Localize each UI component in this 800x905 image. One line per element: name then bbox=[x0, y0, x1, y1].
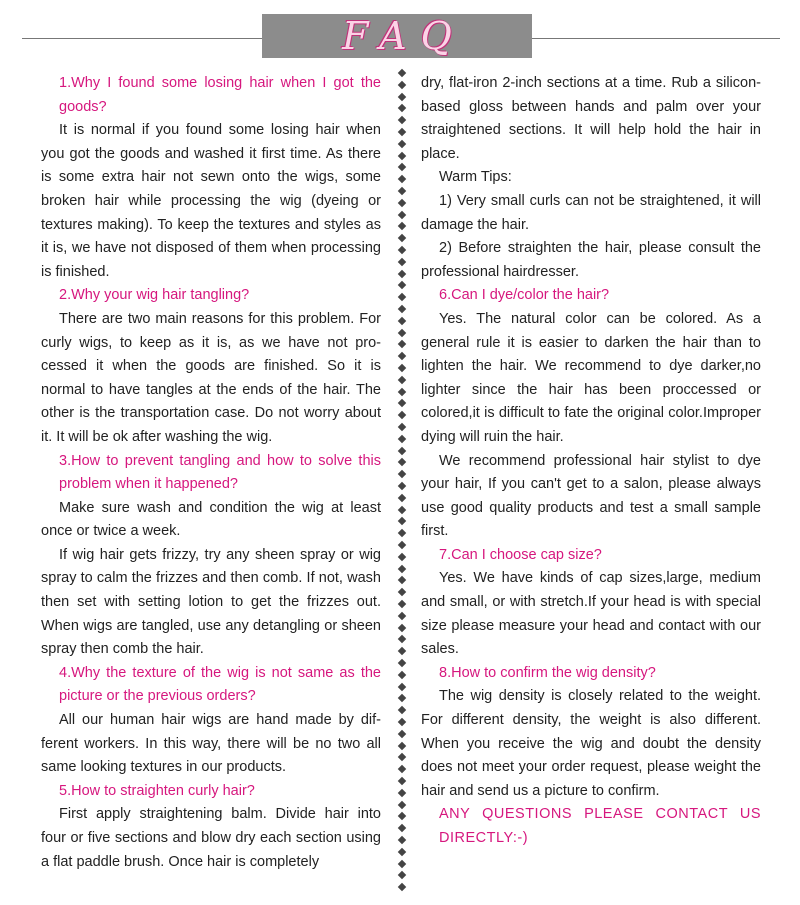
divider-dot bbox=[398, 116, 406, 124]
divider-dot bbox=[398, 859, 406, 867]
divider-dot bbox=[398, 187, 406, 195]
faq-answer: We recommend professional hair stylist to dye your hair, If you can't get to a salon, please always use good quality products and test a small sample first. bbox=[421, 452, 761, 540]
divider-dot bbox=[398, 505, 406, 513]
faq-answer: There are two main reasons for this problem. For curly wigs, to keep as it is, as we have not pro-cessed it when the goods are finished. So it is normal to have tangles at the ends of the hair. The other is the transportation case. Do not worry about it. It will be ok after washing the wig. bbox=[41, 310, 381, 445]
faq-answer: If wig hair gets frizzy, try any sheen spray or wig spray to calm the frizzes and then comb. If not, wash then set with setting lotion to get the frizzes out. When wigs are tangled, use any detangling or sheen spray then comb the hair. bbox=[41, 546, 381, 658]
faq-left-column bbox=[41, 72, 381, 874]
divider-dot bbox=[398, 364, 406, 372]
faq-answer: Yes. The natural color can be colored. As a general rule it is easier to darken the hair than to lighten the hair. We recommend to dye darker,no lighter since the hair has been proccessed or colored,it is difficult to fate the original color.Improper dying will ruin the hair. bbox=[421, 310, 761, 445]
divider-dot bbox=[398, 789, 406, 797]
divider-dot bbox=[398, 140, 406, 148]
divider-dot bbox=[398, 541, 406, 549]
faq-answer: 2) Before straighten the hair, please consult the professional hairdresser. bbox=[421, 240, 761, 280]
divider-dot bbox=[398, 824, 406, 832]
divider-dot bbox=[398, 470, 406, 478]
divider-dot bbox=[398, 387, 406, 395]
divider-dot bbox=[398, 246, 406, 254]
faq-answer: It is normal if you found some losing hair when you got the goods and washed it first time. As there is some extra hair not sewn onto the wigs, some broken hair while processing the wig (dyeing or textures making). To keep the textures and styles as it is, we have not disposed of them when processing is finished. bbox=[41, 122, 381, 280]
divider-dot bbox=[398, 175, 406, 183]
faq-answer: The wig density is closely related to the weight. For different density, the weight is also different. When you receive the wig and doubt the density does not meet your order request, please weight the hair and send us a picture to confirm. bbox=[421, 688, 761, 799]
divider-dot bbox=[398, 682, 406, 690]
header-rule-left bbox=[22, 38, 262, 39]
divider-dot bbox=[398, 564, 406, 572]
divider-dot bbox=[398, 647, 406, 655]
divider-dot bbox=[398, 234, 406, 242]
divider-dot bbox=[398, 411, 406, 419]
faq-answer: Make sure wash and condition the wig at least once or twice a week. bbox=[41, 499, 381, 540]
divider-dot bbox=[398, 812, 406, 820]
divider-dot bbox=[398, 623, 406, 631]
divider-dot bbox=[398, 81, 406, 89]
divider-dot bbox=[398, 612, 406, 620]
divider-dot bbox=[398, 435, 406, 443]
faq-right-column bbox=[421, 72, 761, 851]
divider-dot bbox=[398, 694, 406, 702]
divider-dot bbox=[398, 553, 406, 561]
divider-dot bbox=[398, 69, 406, 77]
divider-dot bbox=[398, 765, 406, 773]
faq-question: 1.Why I found some losing hair when I got the goods? bbox=[59, 75, 381, 115]
divider-dot bbox=[398, 777, 406, 785]
divider-dot bbox=[398, 529, 406, 537]
header-rule-right bbox=[532, 38, 780, 39]
divider-dot bbox=[398, 741, 406, 749]
divider-dot bbox=[398, 376, 406, 384]
divider-dot bbox=[398, 800, 406, 808]
divider-dot bbox=[398, 151, 406, 159]
divider-dot bbox=[398, 494, 406, 502]
dotted-divider bbox=[399, 70, 405, 890]
faq-answer: All our human hair wigs are hand made by dif-ferent workers. In this way, there will be no two all same looking textures in our products. bbox=[41, 712, 381, 776]
divider-dot bbox=[398, 199, 406, 207]
divider-dot bbox=[398, 883, 406, 891]
divider-dot bbox=[398, 128, 406, 136]
divider-dot bbox=[398, 258, 406, 266]
faq-question: 8.How to confirm the wig density? bbox=[439, 664, 656, 681]
divider-dot bbox=[398, 446, 406, 454]
faq-header-banner bbox=[262, 14, 532, 58]
faq-answer: Warm Tips: bbox=[439, 169, 512, 186]
faq-question: 4.Why the texture of the wig is not same as the picture or the previous orders? bbox=[59, 664, 381, 705]
divider-dot bbox=[398, 718, 406, 726]
faq-question: 5.How to straighten curly hair? bbox=[59, 782, 255, 799]
divider-dot bbox=[398, 635, 406, 643]
divider-dot bbox=[398, 281, 406, 289]
divider-dot bbox=[398, 92, 406, 100]
divider-dot bbox=[398, 576, 406, 584]
divider-dot bbox=[398, 600, 406, 608]
divider-dot bbox=[398, 222, 406, 230]
divider-dot bbox=[398, 328, 406, 336]
divider-dot bbox=[398, 753, 406, 761]
divider-dot bbox=[398, 269, 406, 277]
divider-dot bbox=[398, 871, 406, 879]
faq-question: 2.Why your wig hair tangling? bbox=[59, 287, 250, 304]
faq-question: 3.How to prevent tangling and how to solve this problem when it happened? bbox=[59, 452, 381, 493]
divider-dot bbox=[398, 588, 406, 596]
divider-dot bbox=[398, 104, 406, 112]
contact-cta: ANY QUESTIONS PLEASE CONTACT US DIRECTLY:-) bbox=[439, 806, 761, 846]
divider-dot bbox=[398, 317, 406, 325]
divider-dot bbox=[398, 482, 406, 490]
faq-answer: First apply straightening balm. Divide hair into four or five sections and blow dry each section using a flat paddle brush. Once hair is completely bbox=[41, 806, 381, 870]
faq-answer-continued: dry, flat-iron 2-inch sections at a time. Rub a silicon-based gloss between hands and palm over your straightened sections. It will help hold the hair in place. bbox=[421, 75, 761, 162]
divider-dot bbox=[398, 671, 406, 679]
divider-dot bbox=[398, 305, 406, 313]
divider-dot bbox=[398, 706, 406, 714]
faq-answer: 1) Very small curls can not be straightened, it will damage the hair. bbox=[421, 192, 761, 233]
faq-answer: Yes. We have kinds of cap sizes,large, medium and small, or with stretch.If your head is with special size please measure your head and contact with our sales. bbox=[421, 570, 761, 658]
divider-dot bbox=[398, 423, 406, 431]
divider-dot bbox=[398, 399, 406, 407]
divider-dot bbox=[398, 458, 406, 466]
divider-dot bbox=[398, 352, 406, 360]
divider-dot bbox=[398, 210, 406, 218]
divider-dot bbox=[398, 730, 406, 738]
divider-dot bbox=[398, 293, 406, 301]
divider-dot bbox=[398, 659, 406, 667]
divider-dot bbox=[398, 517, 406, 525]
divider-dot bbox=[398, 836, 406, 844]
divider-dot bbox=[398, 163, 406, 171]
divider-dot bbox=[398, 340, 406, 348]
faq-question: 7.Can I choose cap size? bbox=[439, 546, 602, 563]
divider-dot bbox=[398, 848, 406, 856]
faq-question: 6.Can I dye/color the hair? bbox=[439, 287, 610, 304]
faq-title: FAQ bbox=[342, 14, 466, 58]
